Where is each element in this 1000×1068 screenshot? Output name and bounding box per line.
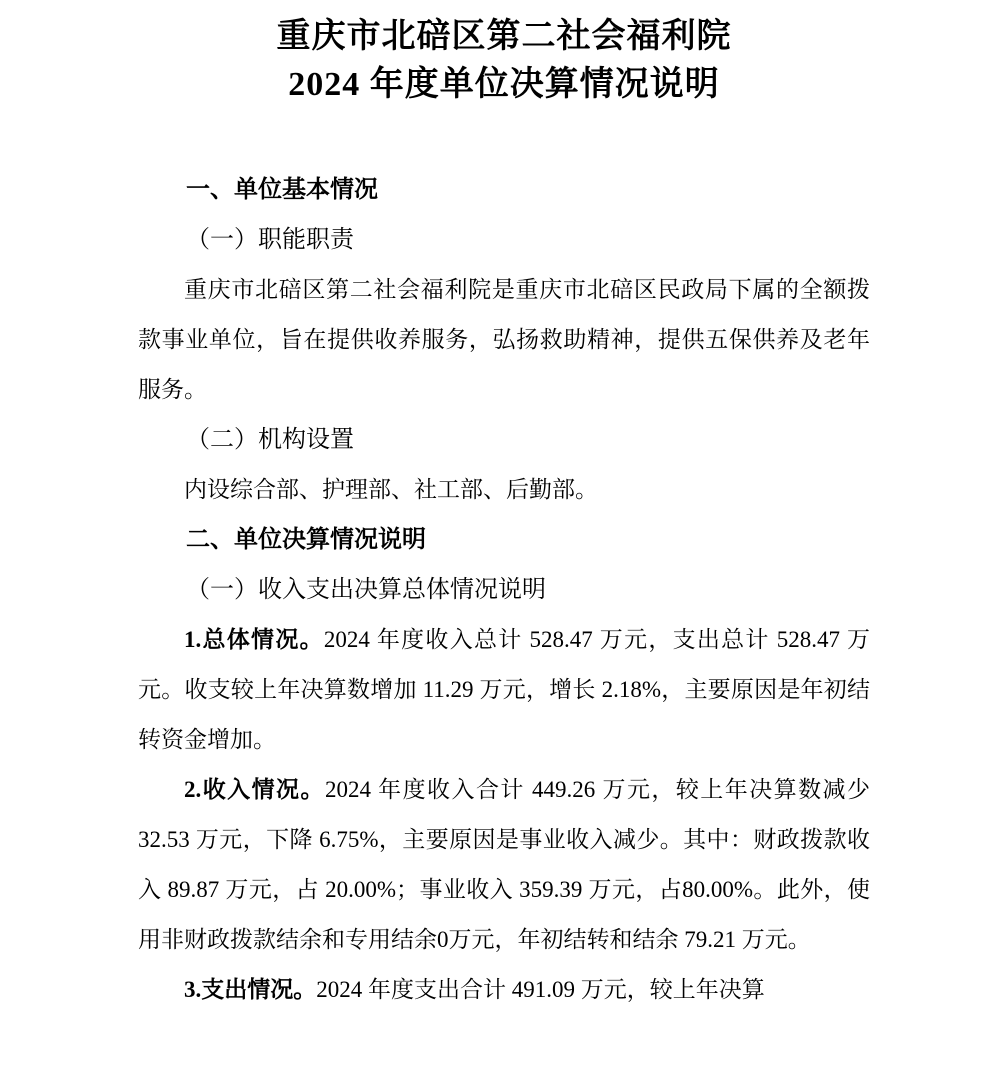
paragraph-organization: 内设综合部、护理部、社工部、后勤部。 (184, 477, 598, 502)
section-heading-basic-info: 一、单位基本情况 (186, 176, 378, 203)
title-line-1: 重庆市北碚区第二社会福利院 (276, 18, 732, 55)
page-title (138, 13, 870, 109)
paragraph-expense-lead: 3.支出情况。 (184, 977, 317, 1002)
section-heading-final-accounts: 二、单位决算情况说明 (186, 526, 426, 553)
subsection-heading-functions: （一）职能职责 (186, 227, 354, 253)
paragraph-income-lead: 2.收入情况。 (184, 777, 325, 802)
subsection-heading-overview: （一）收入支出决算总体情况说明 (186, 577, 546, 603)
paragraph-total-situation (138, 615, 870, 765)
paragraph-total-lead: 1.总体情况。 (184, 627, 324, 652)
document-body (138, 165, 870, 1015)
paragraph-functions: 重庆市北碚区第二社会福利院是重庆市北碚区民政局下属的全额拨款事业单位，旨在提供收养服务，弘扬救助精神，提供五保供养及老年服务。 (138, 277, 870, 402)
title-line-2: 2024 年度单位决算情况说明 (288, 66, 720, 103)
paragraph-expense-text: 2024 年度支出合计 491.09 万元，较上年决算 (316, 977, 765, 1002)
subsection-heading-organization: （二）机构设置 (186, 427, 354, 453)
paragraph-income-text: 2024 年度收入合计 449.26 万元，较上年决算数减少 32.53 万元，下降 6.75%，主要原因是事业收入减少。其中：财政拨款收入 89.87 万元，占 20.00%；事业收入 359.39 万元，占80.00%。此外，使用非财政拨款结余和专用结余0万元，年初结转和结余 79.21 万元。 (138, 777, 871, 952)
paragraph-income-situation (138, 765, 870, 965)
paragraph-total-text: 2024 年度收入总计 528.47 万元，支出总计 528.47 万元。收支较上年决算数增加 11.29 万元，增长 2.18%，主要原因是年初结转资金增加。 (138, 627, 870, 752)
paragraph-expense-situation (138, 965, 870, 1015)
